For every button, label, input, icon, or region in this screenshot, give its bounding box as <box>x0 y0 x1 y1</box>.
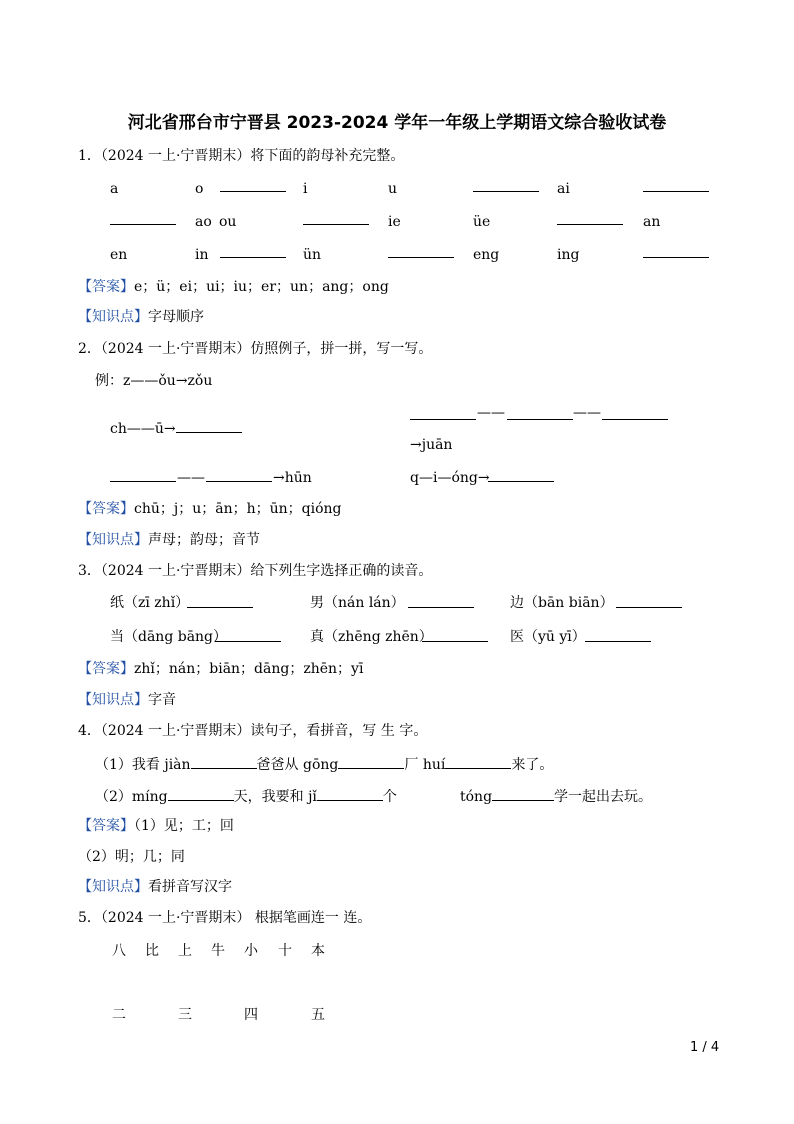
answer-text: chū；j；u；ān；h；ūn；qióng <box>134 501 342 517</box>
q4-stem: 4．（2024 一上·宁晋期末）读句子，看拼音，写 生 字。 <box>78 723 428 739</box>
answer-blank[interactable] <box>616 593 682 608</box>
sentence-text: tóng <box>460 789 493 805</box>
knowledge-point-tag: 【知识点】 <box>78 532 148 548</box>
answer-blank[interactable] <box>445 754 511 769</box>
knowledge-point-line <box>78 691 176 709</box>
sentence-text: 学一起出去玩。 <box>554 789 653 805</box>
q1-item: an <box>643 214 661 230</box>
q5-char: 十 <box>278 943 292 959</box>
answer-blank[interactable] <box>303 210 369 225</box>
q1-item: ai <box>557 181 570 197</box>
dash: —— <box>177 470 205 486</box>
answer-blank[interactable] <box>206 467 272 482</box>
q2-row2-right: q—i—óng→ <box>410 470 490 486</box>
q5-num: 三 <box>178 1007 192 1023</box>
q5-stem: 5．（2024 一上·宁晋期末） 根据笔画连一 连。 <box>78 910 372 926</box>
q1-item: üe <box>473 214 491 230</box>
answer-blank[interactable] <box>220 243 286 258</box>
sentence-text: 爸爸从 gōng <box>256 757 339 773</box>
answer-line <box>78 278 389 296</box>
q5-char: 本 <box>311 943 325 959</box>
q1-item: u <box>388 181 398 197</box>
answer-blank[interactable] <box>643 177 709 192</box>
answer-tag: 【答案】 <box>78 279 134 295</box>
q5-num: 二 <box>112 1007 126 1023</box>
q1-item: ou <box>219 214 237 230</box>
answer-blank[interactable] <box>110 210 176 225</box>
q5-char: 牛 <box>211 943 225 959</box>
answer-blank[interactable] <box>110 467 176 482</box>
q3-item: 纸（zī zhǐ） <box>110 595 190 611</box>
q1-item: o <box>195 181 204 197</box>
q1-item: ie <box>388 214 401 230</box>
answer-blank[interactable] <box>176 418 242 433</box>
answer-text: e；ü；ei；ui；iu；er；un；ang；ong <box>134 279 389 295</box>
answer-blank[interactable] <box>168 786 234 801</box>
q3-item: 男（nán lán） <box>310 595 405 611</box>
answer-blank[interactable] <box>408 593 474 608</box>
answer-blank[interactable] <box>388 243 454 258</box>
answer-blank[interactable] <box>585 627 651 642</box>
knowledge-point-tag: 【知识点】 <box>78 309 148 325</box>
q4-sentence-2 <box>95 786 397 806</box>
answer-tag: 【答案】 <box>78 661 134 677</box>
answer-blank[interactable] <box>557 210 623 225</box>
answer-blank[interactable] <box>507 405 573 420</box>
knowledge-point-text: 看拼音写汉字 <box>148 879 232 895</box>
q3-item: 边（bān biān） <box>510 595 614 611</box>
dash: —— <box>573 405 601 421</box>
answer-blank[interactable] <box>602 405 668 420</box>
answer-blank[interactable] <box>191 754 257 769</box>
q2-stem: 2．（2024 一上·宁晋期末）仿照例子，拼一拼，写一写。 <box>78 341 433 357</box>
sentence-text: 天，我要和 jǐ <box>233 789 317 805</box>
knowledge-point-text: 字音 <box>148 692 176 708</box>
q5-char: 上 <box>178 943 192 959</box>
sentence-text: （2）míng <box>95 789 168 805</box>
sentence-text: 厂 huí <box>404 757 446 773</box>
q3-stem: 3．（2024 一上·宁晋期末）给下列生字选择正确的读音。 <box>78 563 433 579</box>
answer-blank[interactable] <box>338 754 404 769</box>
knowledge-point-text: 字母顺序 <box>148 309 204 325</box>
knowledge-point-line <box>78 531 260 549</box>
q2-row2-tail: →hūn <box>273 470 312 486</box>
q3-item: 真（zhēng zhēn） <box>310 629 433 645</box>
q1-item: ün <box>303 247 322 263</box>
q5-char: 小 <box>244 943 258 959</box>
answer-blank[interactable] <box>473 177 539 192</box>
q2-row1-left: ch——ū→ <box>110 421 176 437</box>
page-number: 1 / 4 <box>690 1040 720 1055</box>
q2-row1-right-tail: →juān <box>410 437 453 453</box>
answer-blank[interactable] <box>317 786 383 801</box>
knowledge-point-text: 声母；韵母；音节 <box>148 532 260 548</box>
q2-example: 例：z——ǒu→zǒu <box>95 373 213 389</box>
q5-num: 四 <box>244 1007 258 1023</box>
q1-stem: 1．（2024 一上·宁晋期末）将下面的韵母补充完整。 <box>78 148 405 164</box>
knowledge-point-line <box>78 308 204 326</box>
q1-item: i <box>303 181 308 197</box>
answer-blank[interactable] <box>187 593 253 608</box>
page-title: 河北省邢台市宁晋县 2023-2024 学年一年级上学期语文综合验收试卷 <box>127 113 667 133</box>
sentence-text: 个 <box>382 789 397 805</box>
answer-tag: 【答案】 <box>78 818 134 834</box>
answer-text: （1）见；工；回 <box>134 818 234 834</box>
answer-line-2: （2）明；几；同 <box>78 849 185 865</box>
q3-item: 医（yū yī） <box>510 629 586 645</box>
q3-item: 当（dāng bāng） <box>110 629 228 645</box>
q1-item: a <box>110 181 119 197</box>
answer-blank[interactable] <box>215 627 281 642</box>
answer-blank[interactable] <box>643 243 709 258</box>
q1-item: eng <box>473 247 500 263</box>
q1-item: ao <box>195 214 212 230</box>
q1-item: ing <box>557 247 580 263</box>
knowledge-point-tag: 【知识点】 <box>78 692 148 708</box>
answer-line <box>78 817 234 835</box>
answer-line <box>78 500 342 518</box>
answer-text: zhǐ；nán；biān；dāng；zhēn；yī <box>134 661 364 677</box>
q4-sentence-2-cont <box>460 786 652 806</box>
q1-item: in <box>195 247 209 263</box>
q5-num: 五 <box>311 1007 325 1023</box>
q5-char: 比 <box>145 943 159 959</box>
answer-blank[interactable] <box>220 177 286 192</box>
answer-line <box>78 660 363 678</box>
answer-blank[interactable] <box>488 467 554 482</box>
sentence-text: （1）我看 jiàn <box>95 757 191 773</box>
dash: —— <box>477 405 505 421</box>
knowledge-point-tag: 【知识点】 <box>78 879 148 895</box>
q4-sentence-1 <box>95 754 553 774</box>
q5-char: 八 <box>112 943 126 959</box>
sentence-text: 来了。 <box>511 757 554 773</box>
knowledge-point-line <box>78 878 232 896</box>
answer-blank[interactable] <box>422 627 488 642</box>
answer-blank[interactable] <box>410 405 476 420</box>
answer-tag: 【答案】 <box>78 501 134 517</box>
q1-item: en <box>110 247 128 263</box>
answer-blank[interactable] <box>492 786 554 801</box>
